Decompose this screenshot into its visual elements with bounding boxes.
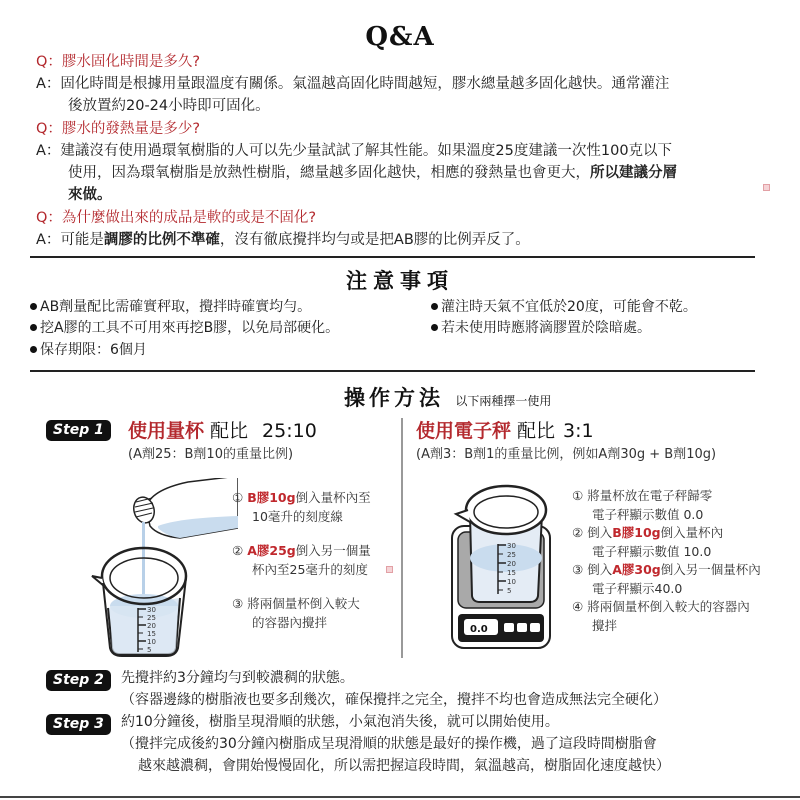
- step-text: 將兩個量杯倒入較大的容器內: [587, 599, 750, 614]
- note-text: 若未使用時應將滴膠置於陰暗處。: [441, 320, 651, 336]
- note-item: [431, 297, 697, 318]
- step-text: 倒入另一個量: [295, 543, 371, 558]
- bottle-icon: [131, 478, 238, 538]
- highlight-amount: B膠10g: [612, 525, 661, 540]
- scale-ratio-value: 3:1: [563, 420, 594, 442]
- step-3-badge: Step 3: [46, 714, 111, 735]
- bullet-icon: [30, 346, 37, 353]
- cup-method-subtitle: (A劑25：B劑10的重量比例): [128, 447, 294, 462]
- cup-ratio-value: 25:10: [262, 420, 317, 442]
- operation-title: [344, 382, 551, 412]
- image-placeholder-icon: [386, 566, 393, 573]
- step-number: ③: [232, 596, 244, 611]
- scale-label: 20: [507, 560, 516, 568]
- step-3-line-3: 越來越濃稠，會開始慢慢固化，所以需把握這段時間，氣溫越高，樹脂固化速度越快）: [138, 758, 670, 774]
- answer-3-suffix: ，沒有徹底攪拌均勻或是把AB膠的比例弄反了。: [219, 232, 530, 248]
- answer-3: [36, 229, 530, 251]
- bullet-icon: [431, 303, 438, 310]
- cup-step-3: [232, 594, 360, 613]
- scale-step-1-line-2: 電子秤顯示數值 0.0: [592, 507, 704, 522]
- scale-step-4-line-2: 攪拌: [592, 618, 618, 633]
- answer-1-line-2: 後放置約20-24小時即可固化。: [68, 98, 270, 114]
- beaker-pour-illustration: [88, 478, 238, 658]
- notes-title: 注意事項: [346, 269, 454, 293]
- scale-method-title: [416, 416, 594, 443]
- scale-method-name: 使用電子秤: [416, 420, 512, 442]
- step-text: 將兩個量杯倒入較大: [247, 596, 360, 611]
- scale-display-value: 0.0: [470, 624, 488, 635]
- step-2-line-1: 先攪拌約3分鐘均勻到較濃稠的狀態。: [121, 670, 354, 686]
- scale-label: 25: [147, 614, 156, 622]
- step-text: 倒入: [587, 525, 613, 540]
- cup-method-name: 使用量杯: [128, 420, 205, 442]
- section-divider: [30, 256, 755, 258]
- scale-step-3-line-2: 電子秤顯示40.0: [592, 581, 683, 596]
- note-item: [30, 297, 311, 318]
- scale-label: 30: [147, 606, 156, 614]
- cup-step-3-line-2: 的容器內攪拌: [252, 615, 328, 630]
- step-3-line-1: 約10分鐘後，樹脂呈現滑順的狀態，小氣泡消失後，就可以開始使用。: [121, 714, 559, 730]
- step-number: ①: [232, 490, 244, 505]
- answer-2-text: 使用，因為環氧樹脂是放熱性樹脂，總量越多固化越快，相應的發熱量也會更大，: [68, 165, 590, 181]
- answer-3-prefix: A：可能是: [36, 232, 104, 248]
- step-2-line-2: （容器邊緣的樹脂液也要多刮幾次，確保攪拌之完全，攪拌不均也會造成無法完全硬化）: [121, 692, 667, 708]
- cup-step-1-line-2: 10毫升的刻度線: [252, 509, 343, 524]
- step-text: 將量杯放在電子秤歸零: [587, 488, 713, 503]
- scale-beaker-illustration: [450, 484, 560, 650]
- note-text: 挖A膠的工具不可用來再挖B膠，以免局部硬化。: [40, 320, 340, 336]
- scale-label: 5: [507, 587, 512, 595]
- highlight-amount: A膠30g: [612, 562, 661, 577]
- operation-heading: 操作方法: [344, 386, 444, 410]
- answer-1-line-1: A：固化時間是根據用量跟溫度有關係。氣溫越高固化時間越短，膠水總量越多固化越快。通常灌注: [36, 76, 670, 92]
- scale-step-2-line-2: 電子秤顯示數值 10.0: [592, 544, 712, 559]
- answer-2-line-3: 來做。: [68, 187, 112, 203]
- step-text: 倒入量杯內至: [295, 490, 371, 505]
- step-text: 倒入: [587, 562, 613, 577]
- step-number: ③: [572, 562, 584, 577]
- scale-label: 10: [507, 578, 516, 586]
- step-number: ①: [572, 488, 584, 503]
- cup-ratio-label: 配比: [210, 420, 249, 442]
- scale-step-4: [572, 597, 750, 616]
- scale-label: 20: [147, 622, 156, 630]
- scale-ratio-label: 配比: [517, 420, 556, 442]
- cup-step-2-line-2: 杯內至25毫升的刻度: [252, 562, 368, 577]
- cup-method-title: [128, 416, 317, 443]
- step-number: ②: [232, 543, 244, 558]
- answer-2-line-1: A：建議沒有使用過環氧樹脂的人可以先少量試試了解其性能。如果溫度25度建議一次性100克以下: [36, 143, 673, 159]
- note-item: [30, 340, 147, 361]
- question-3: Q：為什麼做出來的成品是軟的或是不固化?: [36, 210, 317, 226]
- step-number: ④: [572, 599, 584, 614]
- scale-label: 10: [147, 638, 156, 646]
- cup-step-2: [232, 541, 371, 560]
- question-2: Q：膠水的發熱量是多少?: [36, 121, 201, 137]
- note-item: [431, 318, 651, 339]
- scale-label: 30: [507, 542, 516, 550]
- qa-title: Q&A: [365, 22, 435, 52]
- bottom-divider: [0, 796, 800, 798]
- cup-step-1: [232, 488, 371, 507]
- step-text: 倒入另一個量杯內: [660, 562, 761, 577]
- scale-label: 25: [507, 551, 516, 559]
- image-placeholder-icon: [763, 184, 770, 191]
- note-text: 灌注時天氣不宜低於20度，可能會不乾。: [441, 299, 697, 315]
- highlight-amount: B膠10g: [247, 490, 296, 505]
- note-text: AB劑量配比需確實秤取，攪拌時確實均勻。: [40, 299, 312, 315]
- answer-3-emphasis: 調膠的比例不準確: [103, 232, 220, 248]
- step-1-badge: Step 1: [46, 420, 111, 441]
- note-text: 保存期限：6個月: [40, 342, 147, 358]
- scale-step-3: [572, 560, 761, 579]
- section-divider: [30, 370, 755, 372]
- question-1: Q：膠水固化時間是多久?: [36, 54, 201, 70]
- operation-subtitle: 以下兩種擇一使用: [455, 394, 552, 408]
- step-2-badge: Step 2: [46, 670, 111, 691]
- scale-label: 15: [147, 630, 156, 638]
- step-3-line-2: （攪拌完成後約30分鐘內樹脂成呈現滑順的狀態是最好的操作機，過了這段時間樹脂會: [121, 736, 657, 752]
- scale-step-2: [572, 523, 723, 542]
- step-text: 倒入量杯內: [660, 525, 724, 540]
- answer-2-line-2: [68, 162, 677, 184]
- bullet-icon: [30, 303, 37, 310]
- step-number: ②: [572, 525, 584, 540]
- answer-2-emphasis: 所以建議分層: [590, 165, 677, 181]
- scale-label: 5: [147, 646, 152, 654]
- note-item: [30, 318, 339, 339]
- bullet-icon: [30, 324, 37, 331]
- scale-step-1: [572, 486, 712, 505]
- scale-label: 15: [507, 569, 516, 577]
- bullet-icon: [431, 324, 438, 331]
- scale-method-subtitle: (A劑3：B劑1的重量比例，例如A劑30g + B劑10g): [416, 447, 717, 462]
- method-divider: [401, 418, 403, 658]
- highlight-amount: A膠25g: [247, 543, 296, 558]
- beaker-icon: [92, 548, 186, 656]
